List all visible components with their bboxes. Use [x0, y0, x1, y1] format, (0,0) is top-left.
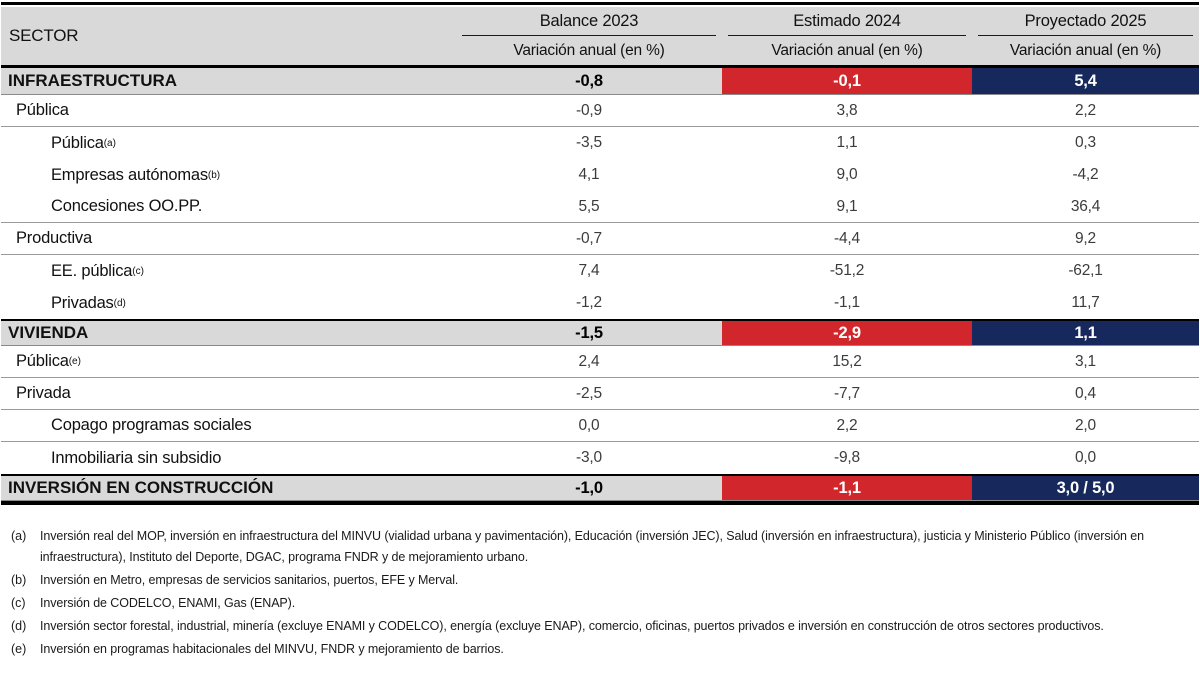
row-label: INVERSIÓN EN CONSTRUCCIÓN	[1, 476, 456, 500]
value-estimado: -7,7	[834, 384, 860, 402]
footnote-e	[11, 639, 1185, 660]
value-proyectado: 3,0 / 5,0	[972, 476, 1199, 500]
value-estimado: 9,0	[836, 166, 858, 183]
table-bottom-rule	[1, 501, 1199, 505]
table-row-publica	[1, 95, 1199, 127]
footnote-text: Inversión de CODELCO, ENAMI, Gas (ENAP).	[40, 595, 296, 610]
row-label: Productiva	[16, 229, 92, 247]
table-row-publica-e	[1, 346, 1199, 378]
row-label: Copago programas sociales	[51, 416, 252, 434]
value-proyectado: 11,7	[1071, 294, 1100, 311]
row-label: EE. pública (c)	[51, 261, 144, 280]
value-proyectado: 0,0	[1075, 449, 1096, 466]
table-row-publica-a	[1, 127, 1199, 159]
row-label: Pública (a)	[51, 133, 116, 152]
value-estimado: -0,1	[722, 68, 972, 94]
value-balance: -3,0	[576, 449, 602, 466]
table-row-inversion-en-construccion	[1, 474, 1199, 501]
table-header	[1, 7, 1199, 68]
value-estimado: 3,8	[836, 101, 858, 119]
value-balance: -0,8	[456, 68, 722, 94]
table-row-concesiones-oopp	[1, 191, 1199, 223]
table-row-vivienda	[1, 319, 1199, 346]
value-estimado: -1,1	[834, 294, 860, 311]
row-label: Inmobiliaria sin subsidio	[51, 448, 222, 467]
footnote-marker: (e)	[11, 641, 27, 656]
row-label: Privadas (d)	[51, 293, 126, 312]
value-estimado: -2,9	[722, 321, 972, 345]
row-label: Empresas autónomas (b)	[51, 165, 221, 184]
value-estimado: -51,2	[829, 262, 865, 279]
row-label: Pública	[16, 101, 69, 119]
footnote-marker: (d)	[11, 618, 27, 633]
value-estimado: -1,1	[722, 476, 972, 500]
col-subtitle: Variación anual (en %)	[771, 41, 923, 59]
value-proyectado: 36,4	[1070, 197, 1101, 215]
col-subtitle: Variación anual (en %)	[1009, 41, 1162, 59]
footnotes	[1, 526, 1199, 659]
value-proyectado: 5,4	[972, 68, 1199, 94]
footnote-b	[11, 570, 1185, 591]
value-balance: 0,0	[578, 416, 600, 434]
value-balance: -3,5	[576, 134, 602, 151]
footnote-text: Inversión en Metro, empresas de servicios sanitarios, puertos, EFE y Merval.	[40, 572, 459, 587]
value-estimado: 1,1	[836, 134, 858, 151]
footnote-a	[11, 526, 1185, 567]
value-balance: -1,2	[576, 294, 602, 311]
col-header-estimado-2024	[722, 7, 972, 65]
row-label: Privada	[16, 384, 71, 402]
footnote-marker: (b)	[11, 572, 27, 587]
col-header-proyectado-2025	[972, 7, 1199, 65]
footnote-text: Inversión en programas habitacionales del MINVU, FNDR y mejoramiento de barrios.	[40, 641, 504, 656]
table-top-rule	[1, 2, 1199, 5]
table-row-privadas	[1, 287, 1199, 319]
value-balance: -1,5	[456, 321, 722, 345]
value-balance: -1,0	[456, 476, 722, 500]
value-estimado: -4,4	[834, 229, 860, 247]
footnote-d	[11, 616, 1185, 637]
table-row-ee-publica	[1, 255, 1199, 287]
table-row-productiva	[1, 223, 1199, 255]
col-title: Estimado 2024	[728, 7, 966, 36]
value-balance: -0,7	[576, 229, 602, 247]
value-proyectado: 0,3	[1075, 134, 1096, 151]
value-estimado: -9,8	[834, 449, 860, 466]
table-row-inmobiliaria-sin-subsidio	[1, 442, 1199, 474]
table-row-privada	[1, 378, 1199, 410]
row-label: VIVIENDA	[1, 321, 456, 345]
sector-column-header: SECTOR	[9, 26, 79, 45]
table-row-copago-programas-sociales	[1, 410, 1199, 442]
value-balance: 4,1	[578, 166, 600, 183]
value-proyectado: 0,4	[1075, 384, 1096, 402]
row-label: INFRAESTRUCTURA	[1, 68, 456, 94]
value-proyectado: 2,0	[1075, 416, 1096, 434]
value-balance: 2,4	[578, 352, 600, 370]
value-proyectado: 2,2	[1075, 101, 1096, 119]
value-balance: 5,5	[578, 197, 600, 215]
table-row-infraestructura	[1, 68, 1199, 95]
value-balance: 7,4	[578, 262, 600, 279]
row-label: Concesiones OO.PP.	[51, 197, 203, 215]
value-proyectado: 3,1	[1075, 352, 1096, 370]
value-balance: -2,5	[576, 384, 602, 402]
value-proyectado: -62,1	[1068, 262, 1103, 279]
footnote-text: Inversión sector forestal, industrial, minería (excluye ENAMI y CODELCO), energía (excluye ENAP), comercio, oficinas, puertos privados e inversión en construcción de otros sectores productivos.	[40, 618, 1104, 633]
row-label: Pública (e)	[16, 352, 81, 370]
footnote-marker: (a)	[11, 529, 27, 543]
footnote-text: Inversión real del MOP, inversión en infraestructura del MINVU (vialidad urbana y pavimentación), Educación (inversión JEC), Salud (inversión en infraestructura), justicia y Ministerio Público (inversión en infraestructura), Instituto del Deporte, DGAC, programa FNDR y de mejoramiento urbano.	[40, 529, 1144, 564]
col-title: Proyectado 2025	[978, 7, 1193, 36]
table-row-empresas-autonomas	[1, 159, 1199, 191]
value-balance: -0,9	[576, 101, 602, 119]
col-header-balance-2023	[456, 7, 722, 65]
value-estimado: 15,2	[832, 352, 862, 370]
footnote-marker: (c)	[11, 595, 26, 610]
footnote-c	[11, 593, 1185, 614]
col-subtitle: Variación anual (en %)	[513, 41, 665, 59]
value-proyectado: -4,2	[1072, 166, 1099, 183]
value-proyectado: 1,1	[972, 321, 1199, 345]
value-proyectado: 9,2	[1075, 229, 1096, 247]
value-estimado: 2,2	[836, 416, 858, 434]
col-title: Balance 2023	[462, 7, 716, 36]
value-estimado: 9,1	[836, 197, 858, 215]
